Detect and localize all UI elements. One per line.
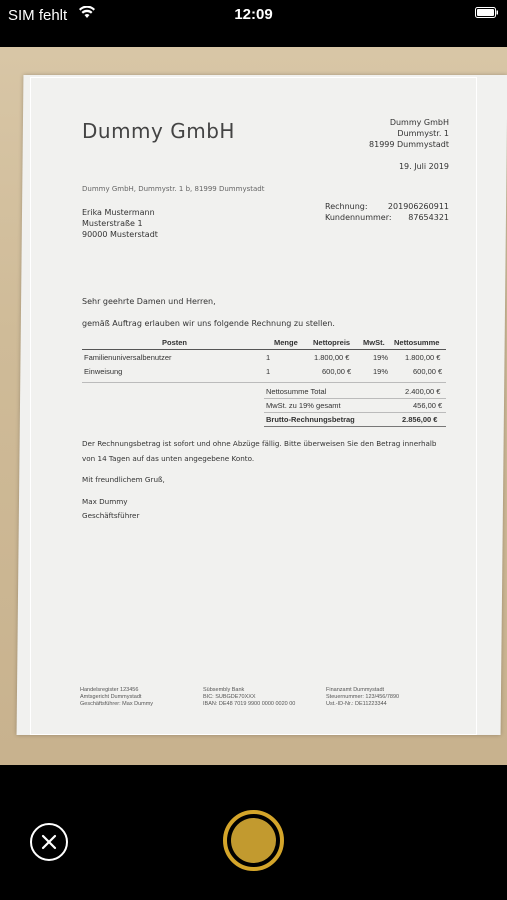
document-detection-frame [30, 77, 477, 735]
totals-label: Nettosumme Total [266, 387, 327, 396]
signer-name: Max Dummy [82, 497, 128, 506]
shutter-button[interactable] [223, 810, 284, 871]
closing: Mit freundlichem Gruß, [82, 475, 165, 484]
camera-controls [0, 765, 507, 900]
footer-registry: Handelsregister 123456 Amtsgericht Dummystadt Geschäftsführer: Max Dummy [80, 687, 154, 707]
invoice-number-label: Rechnung: [325, 202, 368, 211]
table-cell: 1.800,00 € [314, 353, 350, 362]
table-cell: Einweisung [84, 367, 123, 376]
table-header: Menge [274, 338, 298, 347]
totals-value: 456,00 € [413, 401, 443, 410]
battery-icon [475, 7, 499, 18]
table-header: Nettopreis [313, 338, 351, 347]
shutter-inner [231, 818, 276, 863]
carrier-label: SIM fehlt [8, 7, 68, 24]
greeting: Sehr geehrte Damen und Herren, [82, 297, 216, 306]
table-cell: 600,00 € [322, 367, 352, 376]
table-cell: 19% [373, 353, 389, 362]
table-cell: 19% [373, 367, 389, 376]
recipient-address: Erika Mustermann Musterstraße 1 90000 Musterstadt [82, 208, 158, 239]
table-cell: 1.800,00 € [405, 353, 441, 362]
invoice-number: 201906260911 [387, 202, 449, 211]
close-icon [32, 825, 66, 859]
cancel-button[interactable] [30, 823, 68, 861]
totals-label: MwSt. zu 19% gesamt [266, 401, 341, 410]
table-cell: 1 [266, 353, 271, 362]
customer-number: 87654321 [408, 213, 449, 222]
intro-text: gemäß Auftrag erlauben wir uns folgende Rechnung zu stellen. [82, 319, 335, 328]
invoice-date: 19. Juli 2019 [398, 162, 449, 171]
totals-value: 2.856,00 € [402, 415, 438, 424]
camera-viewfinder [0, 47, 507, 765]
payment-terms: Der Rechnungsbetrag ist sofort und ohne Abzüge fällig. Bitte überweisen Sie den Betrag innerhalb von 14 Tagen auf das unten angegebene Konto. [82, 439, 437, 463]
footer-tax: Finanzamt Dummystadt Steuernummer: 123/456/7890 Ust.-ID-Nr.: DE11223344 [326, 687, 400, 707]
table-header: Nettosumme [394, 338, 440, 347]
footer-bank: Sübsembly Bank BIC: SUBGDE70XXX IBAN: DE48 7019 9900 0000 0020 00 [203, 687, 296, 707]
company-name: Dummy GmbH [82, 119, 235, 143]
totals-label: Brutto-Rechnungsbetrag [266, 415, 355, 424]
clock: 12:09 [234, 6, 273, 23]
sender-line: Dummy GmbH, Dummystr. 1 b, 81999 Dummystadt [82, 185, 265, 193]
signer-title: Geschäftsführer [82, 511, 140, 520]
table-cell: 600,00 € [413, 367, 443, 376]
totals-value: 2.400,00 € [405, 387, 441, 396]
table-cell: 1 [266, 367, 271, 376]
table-header: Posten [162, 338, 188, 347]
table-header: MwSt. [363, 338, 385, 347]
status-bar [0, 0, 507, 47]
table-cell: Familienuniversalbenutzer [84, 353, 172, 362]
customer-number-label: Kundennummer: [325, 213, 392, 222]
sender-address: Dummy GmbH Dummystr. 1 81999 Dummystadt [369, 118, 449, 149]
